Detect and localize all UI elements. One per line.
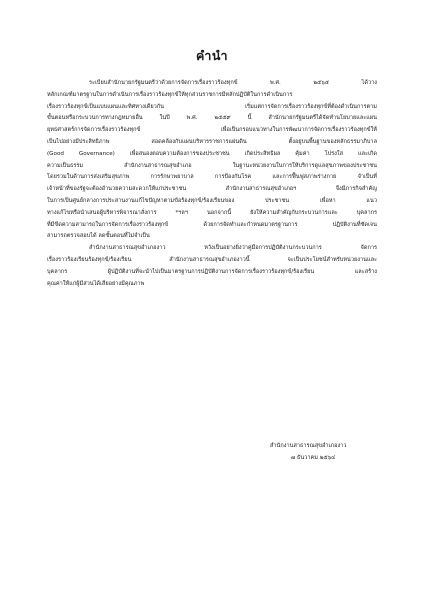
- paragraph-line: บุคลากร ผู้ปฏิบัติงานที่จะนำไปเป็นมาตรฐานการปฏิบัติงานการจัดการเรื่องราวร้องทุกข์/ร้องเรียน และสร้าง: [47, 268, 377, 275]
- paragraph-line: เป็นไปอย่างมีประสิทธิภาพ สอดคล้องกับแผนบริหารราชการแผ่นดิน ตั้งอยู่บนพื้นฐานของหลักธรรมาภิบาล: [47, 138, 377, 145]
- paragraph-line: (Good Governance) เพื่อสนองตอบความต้องการของประชาชน เกิดประสิทธิผล คุ้มค่า โปร่งใส และเกิด: [47, 150, 377, 157]
- paragraph-line: สามารถตรวจสอบได้ ลดขั้นตอนที่ไม่จำเป็น: [47, 233, 150, 240]
- document-body: [47, 78, 377, 290]
- paragraph-2: [47, 243, 377, 290]
- paragraph-line: คุณค่าให้แก่ผู้มีส่วนได้เสียอย่างมีคุณภาพ: [47, 280, 145, 287]
- paragraph-line: ยุทธศาสตร์การจัดการเรื่องราวร้องทุกข์ เพื่อเป็นกรอบแนวทางในการพัฒนาการจัดการเรื่องราวร้องทุกข์ให้: [47, 127, 377, 134]
- paragraph-line: สำนักงานสาธารณสุขอำเภองาว หวังเป็นอย่างยิ่งว่าคู่มือการปฏิบัติงานกระบวนการ จัดการ: [89, 245, 377, 252]
- paragraph-line: หลักเกณฑ์มาตรฐานในการดำเนินการเรื่องราวร้องทุกข์ให้ทุกส่วนราชการมีหลักปฏิบัติในการดำเนินการ: [47, 91, 293, 98]
- paragraph-line: ขั้นตอนหรือกระบวนการทางกฎหมายอื่น ในปี พ.ศ. ๒๕๕๙ นี้ สำนักนายกรัฐมนตรีได้จัดทำนโยบายและแผน: [47, 115, 377, 122]
- paragraph-line: เรื่องราวร้องทุกข์เป็นแบบแผนและทิศทางเดียวกัน เริ่มแต่การจัดการเรื่องราวร้องทุกข์ที่ต้องดำเนินการตาม: [47, 103, 377, 110]
- paragraph-line: ความเป็นธรรม สำนักงานสาธารณสุขอำเภอ ในฐานะหน่วยงานในการให้บริการดูแลสุขภาพของประชาชน: [47, 162, 377, 169]
- paragraph-line: ที่มีขีดความสามารถในการจัดการเรื่องราวร้องทุกข์ ด้วยการจัดทำและกำหนดมาตรฐานการ ปฏิบัติงานที่ชัดเจน: [47, 221, 377, 228]
- paragraph-line: ระเบียบสำนักนายกรัฐมนตรีว่าด้วยการจัดการเรื่องราวร้องทุกข์ พ.ศ. ๒๕๖๕ ได้วาง: [89, 80, 377, 86]
- paragraph-line: ในการเป็นศูนย์กลางการประสานงานแก้ไขปัญหาตามข้อร้องทุกข์/ร้องเรียนของ ประชาชน เพื่อหา แนว: [47, 197, 377, 204]
- page-title: คำนำ: [196, 48, 228, 63]
- signature-organization: สำนักงานสาธารณสุขอำเภองาว: [270, 443, 347, 449]
- paragraph-1: [47, 78, 377, 243]
- paragraph-line: โดยรวมในด้านการส่งเสริมสุขภาพ การรักษาพยาบาล การป้องกันโรค และการฟื้นฟูสภาพร่างกาย จำเป็นที่: [47, 174, 377, 181]
- paragraph-line: เรื่องราวร้องเรียนร้องทุกข์/ร้องเรียน สำนักงานสาธารณสุขอำเภองาวนี้ จะเป็นประโยชน์สำหรับหน่วยงานและ: [47, 256, 377, 263]
- paragraph-line: ทางแก้ไขหรือนำเสนอผู้บริหารพิจารณาสั่งการ *ฯลฯ นอกจากนี้ ยังให้ความสำคัญกับกระบวนการและ บุคลากร: [47, 209, 377, 216]
- paragraph-line: เจ้าหน้าที่ของรัฐจะต้องอำนวยความสะดวกให้แก่ประชาชน สำนักงานสาธารณสุขอำเภอฯ จึงมีภารกิจสำคัญ: [47, 186, 377, 193]
- signature-date: ๗ ธันวาคม ๒๕๖๔: [291, 455, 336, 461]
